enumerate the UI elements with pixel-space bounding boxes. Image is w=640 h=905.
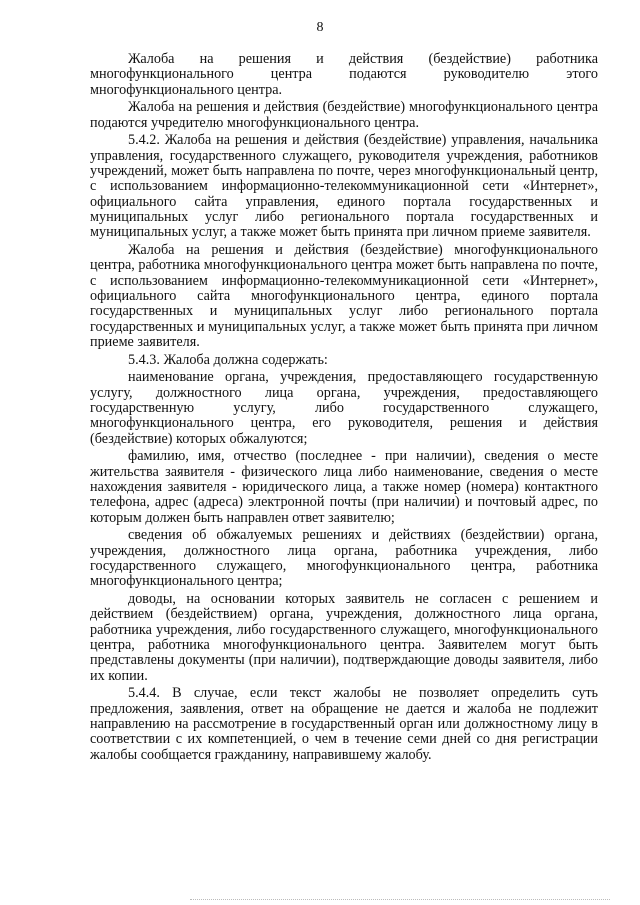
scan-artifact-line (190, 899, 610, 901)
paragraph: Жалоба на решения и действия (бездействие) работника многофункционального центра подаются руководителю этого многофункционального центра. (90, 51, 598, 98)
paragraph: фамилию, имя, отчество (последнее - при наличии), сведения о месте жительства заявителя - физического лица либо наименование, сведения о месте нахождения заявителя - юридического лица, а также номер (номера) контактного телефона, адрес (адреса) электронной почты (при наличии) и почтовый адрес, по которым должен быть направлен ответ заявителю; (90, 448, 598, 526)
paragraph: Жалоба на решения и действия (бездействие) многофункционального центра, работника многофункционального центра может быть направлена по почте, с использованием информационно-телекоммуникационной сети «Интернет», официального сайта многофункционального центра, единого портала государственных и муниципальных услуг либо регионального портала государственных и муниципальных услуг, а также может быть принята при личном приеме заявителя. (90, 242, 598, 350)
page-number: 8 (316, 20, 324, 35)
paragraph: доводы, на основании которых заявитель не согласен с решением и действием (бездействием) органа, учреждения, должностного лица органа, работника учреждения, либо государственного служащего, многофункционального центра, работника многофункционального центра. Заявителем могут быть представлены документы (при наличии), подтверждающие доводы заявителя, либо их копии. (90, 591, 598, 684)
paragraph: 5.4.3. Жалоба должна содержать: (128, 351, 328, 368)
document-body (90, 52, 598, 765)
paragraph: сведения об обжалуемых решениях и действиях (бездействии) органа, учреждения, должностного лица органа, работника учреждения, либо государственного служащего, многофункционального центра, работника многофункционального центра; (90, 527, 598, 590)
paragraph: Жалоба на решения и действия (бездействие) многофункционального центра подаются учредителю многофункционального центра. (90, 99, 598, 131)
paragraph: 5.4.4. В случае, если текст жалобы не позволяет определить суть предложения, заявления, ответ на обращение не дается и жалоба не подлежит направлению на рассмотрение в государственный орган или должностному лицу в соответствии с их компетенцией, о чем в течение семи дней со дня регистрации жалобы сообщается гражданину, направившему жалобу. (90, 685, 598, 763)
paragraph: наименование органа, учреждения, предоставляющего государственную услугу, должностного лица органа, учреждения, предоставляющего государственную услугу, либо государственного служащего, многофункционального центра, его руководителя, решения и действия (бездействие) которых обжалуются; (90, 369, 598, 447)
paragraph: 5.4.2. Жалоба на решения и действия (бездействие) управления, начальника управления, государственного служащего, руководителя учреждения, работников учреждений, может быть направлена по почте, через многофункциональный центр, с использованием информационно-телекоммуникационной сети «Интернет», официального сайта управления, единого портала государственных и муниципальных услуг либо регионального портала государственных и муниципальных услуг, а также может быть принята при личном приеме заявителя. (90, 132, 598, 241)
